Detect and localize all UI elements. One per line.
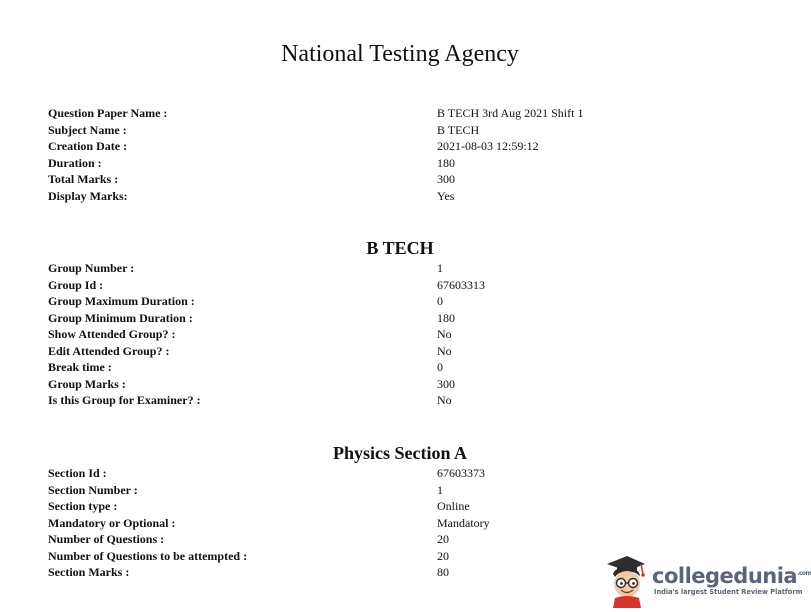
row-label: Duration : — [48, 155, 102, 170]
row-label: Edit Attended Group? : — [48, 343, 170, 358]
table-row — [48, 392, 648, 409]
student-mascot-icon — [603, 552, 647, 608]
row-label: Section Id : — [48, 466, 107, 480]
row-value: B TECH 3rd Aug 2021 Shift 1 — [437, 106, 584, 120]
row-value: Yes — [437, 188, 455, 203]
row-label: Question Paper Name : — [48, 106, 168, 120]
row-value: 180 — [437, 310, 455, 325]
brand-name: collegedunia — [652, 564, 798, 588]
table-row — [48, 376, 648, 393]
table-row — [48, 343, 648, 360]
row-value: 1 — [437, 261, 443, 275]
row-value: No — [437, 343, 452, 358]
row-value: Mandatory — [437, 515, 490, 530]
group-heading: B TECH — [366, 238, 434, 258]
row-value: 67603373 — [437, 466, 485, 480]
row-label: Mandatory or Optional : — [48, 515, 176, 530]
row-label: Group Number : — [48, 261, 135, 275]
group-info-table — [48, 260, 648, 409]
row-value: Online — [437, 499, 470, 513]
table-row — [48, 293, 648, 310]
row-value: 0 — [437, 360, 443, 374]
row-label: Break time : — [48, 360, 112, 374]
table-row — [48, 138, 648, 155]
table-row — [48, 188, 648, 205]
collegedunia-watermark — [600, 548, 811, 612]
collegedunia-brand — [652, 562, 811, 588]
section-heading: Physics Section A — [332, 443, 467, 463]
paper-info-table — [48, 105, 648, 204]
brand-suffix: .com — [797, 570, 811, 577]
page-title: National Testing Agency — [281, 41, 519, 67]
row-value: B TECH — [437, 122, 480, 137]
table-row — [48, 277, 648, 294]
row-value: 67603313 — [437, 277, 485, 292]
table-row — [48, 122, 648, 139]
table-row — [48, 531, 648, 548]
row-value: No — [437, 393, 452, 407]
table-row — [48, 155, 648, 172]
table-row — [48, 548, 648, 565]
collegedunia-tagline: India's largest Student Review Platform — [654, 588, 803, 596]
table-row — [48, 465, 648, 482]
table-row — [48, 482, 648, 499]
row-label: Group Marks : — [48, 376, 126, 391]
row-label: Number of Questions to be attempted : — [48, 548, 248, 563]
row-value: 2021-08-03 12:59:12 — [437, 139, 539, 153]
row-label: Group Id : — [48, 277, 104, 292]
row-label: Section Number : — [48, 482, 138, 497]
row-value: 20 — [437, 532, 449, 546]
row-label: Show Attended Group? : — [48, 327, 176, 341]
row-label: Display Marks: — [48, 188, 128, 203]
table-row — [48, 564, 648, 581]
section-info-table — [48, 465, 648, 581]
row-label: Group Maximum Duration : — [48, 294, 195, 308]
row-value: 20 — [437, 548, 449, 563]
row-value: 1 — [437, 482, 443, 497]
table-row — [48, 359, 648, 376]
row-value: 180 — [437, 155, 455, 170]
row-label: Group Minimum Duration : — [48, 310, 193, 325]
row-label: Subject Name : — [48, 122, 127, 137]
table-row — [48, 498, 648, 515]
row-label: Section type : — [48, 499, 118, 513]
row-label: Is this Group for Examiner? : — [48, 393, 201, 407]
row-value: 80 — [437, 565, 449, 579]
row-value: 0 — [437, 294, 443, 308]
table-row — [48, 171, 648, 188]
row-label: Number of Questions : — [48, 532, 165, 546]
row-label: Creation Date : — [48, 139, 128, 153]
row-value: 300 — [437, 376, 455, 391]
table-row — [48, 326, 648, 343]
row-value: 300 — [437, 172, 455, 186]
table-row — [48, 515, 648, 532]
table-row — [48, 105, 648, 122]
row-value: No — [437, 327, 452, 341]
row-label: Section Marks : — [48, 565, 130, 579]
row-label: Total Marks : — [48, 172, 119, 186]
table-row — [48, 310, 648, 327]
table-row — [48, 260, 648, 277]
